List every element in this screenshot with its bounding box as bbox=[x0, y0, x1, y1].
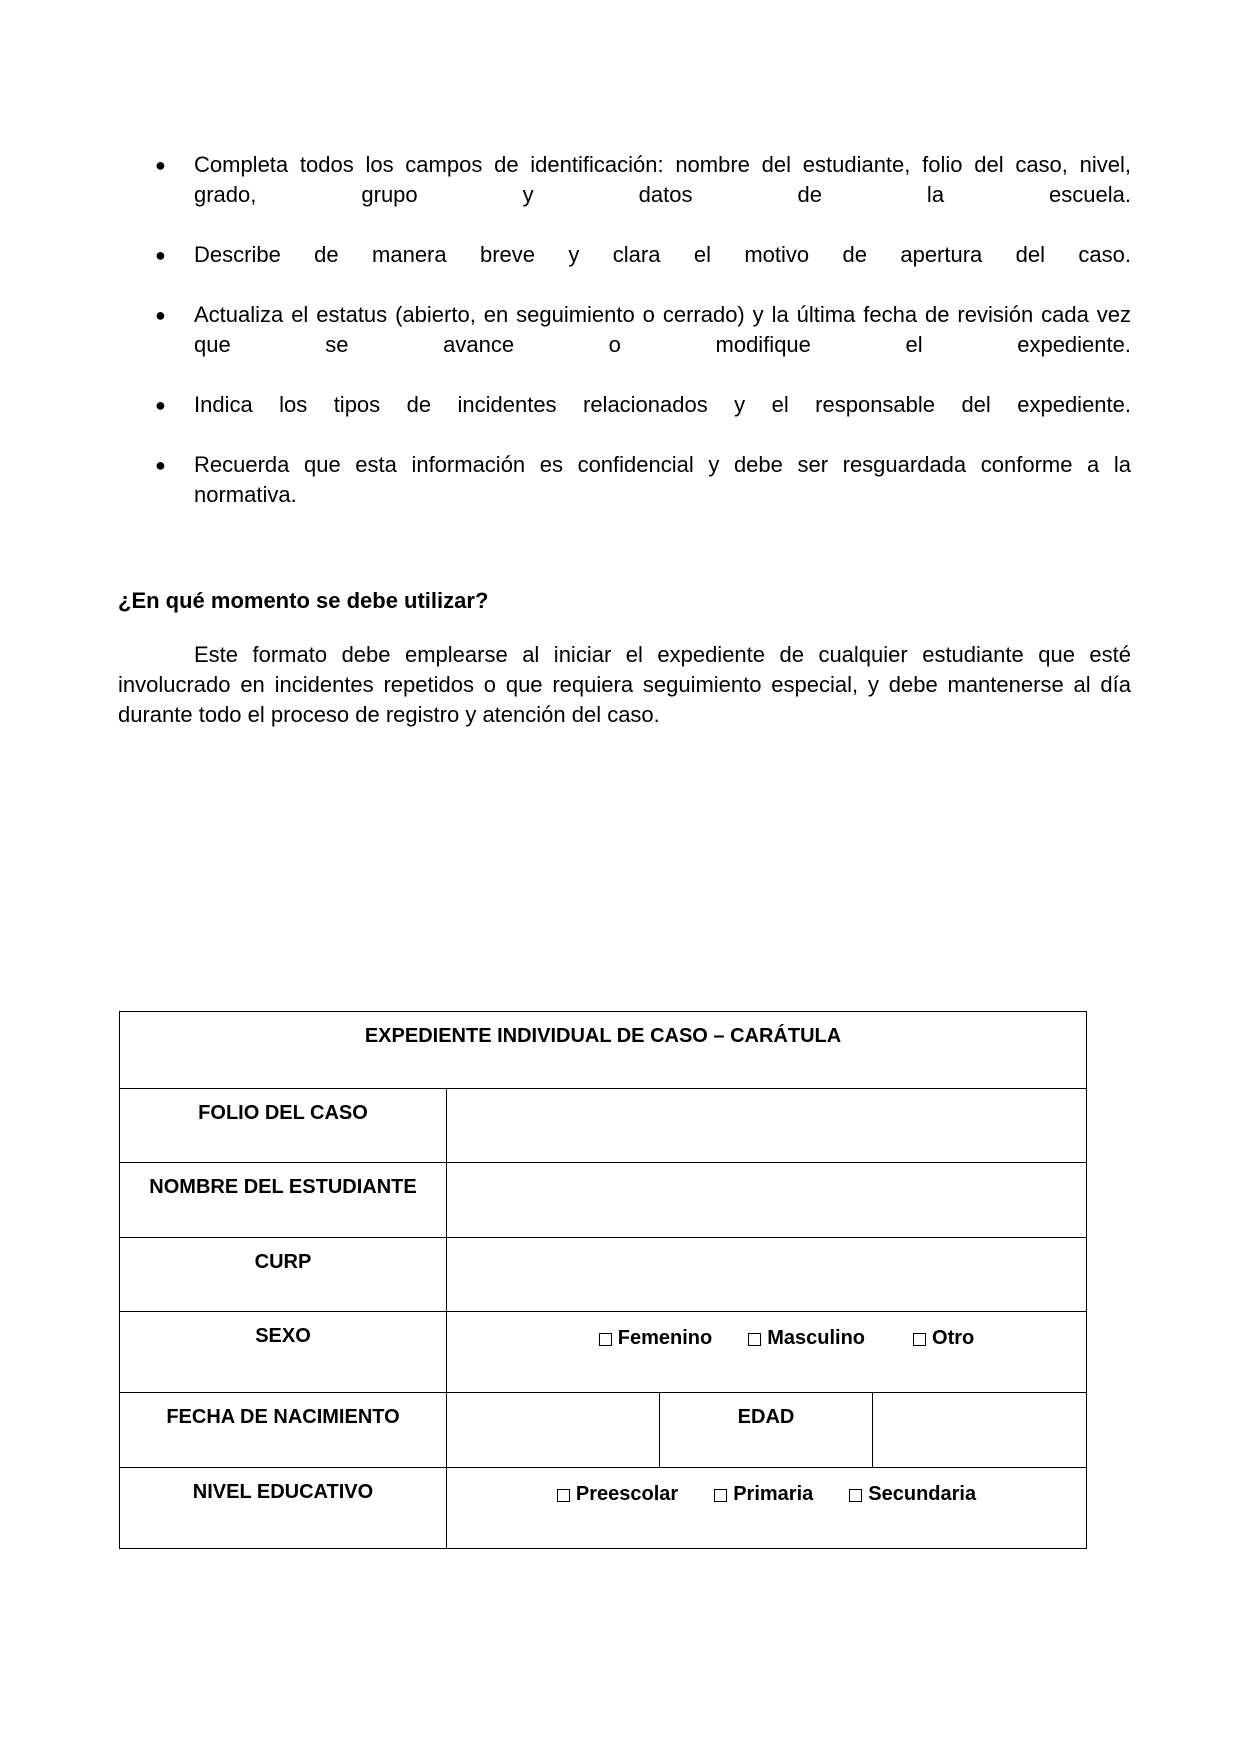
instruction-item bbox=[118, 240, 1131, 270]
option-label: Preescolar bbox=[575, 1483, 679, 1505]
age-field[interactable] bbox=[873, 1393, 1087, 1468]
birthdate-label: FECHA DE NACIMIENTO bbox=[120, 1393, 447, 1468]
folio-label: FOLIO DEL CASO bbox=[120, 1089, 447, 1163]
form-title: EXPEDIENTE INDIVIDUAL DE CASO – CARÁTULA bbox=[120, 1012, 1087, 1089]
option-label: Otro bbox=[932, 1327, 975, 1349]
sex-options-cell bbox=[447, 1312, 1087, 1393]
age-label: EDAD bbox=[660, 1393, 873, 1468]
education-options bbox=[447, 1468, 1086, 1506]
instruction-item bbox=[118, 390, 1131, 420]
section-paragraph: Este formato debe emplearse al iniciar el expediente de cualquier estudiante que esté involucrado en incidentes repetidos o que requiera seguimiento especial, y debe mantenerse al día durante todo el proceso de registro y atención del caso. bbox=[118, 642, 1131, 727]
bullet-icon: ● bbox=[155, 455, 166, 475]
checkbox-icon[interactable] bbox=[714, 1489, 727, 1502]
option-label: Primaria bbox=[733, 1483, 814, 1505]
student-name-label: NOMBRE DEL ESTUDIANTE bbox=[120, 1163, 447, 1238]
level-option-secundaria[interactable] bbox=[849, 1482, 976, 1506]
sex-option-otro[interactable] bbox=[913, 1326, 974, 1350]
sex-options bbox=[447, 1312, 1086, 1350]
instruction-text: Completa todos los campos de identificación: nombre del estudiante, folio del caso, nivel, grado, grupo y datos de la escuela. bbox=[194, 152, 1131, 207]
bullet-icon: ● bbox=[155, 395, 166, 415]
instruction-text: Actualiza el estatus (abierto, en seguimiento o cerrado) y la última fecha de revisión cada vez que se avance o modifique el expediente. bbox=[194, 302, 1131, 357]
instruction-item bbox=[118, 450, 1131, 510]
folio-field[interactable] bbox=[447, 1089, 1087, 1163]
checkbox-icon[interactable] bbox=[557, 1489, 570, 1502]
option-label: Femenino bbox=[617, 1327, 713, 1349]
sex-option-masculino[interactable] bbox=[748, 1326, 865, 1350]
checkbox-icon[interactable] bbox=[849, 1489, 862, 1502]
sex-option-femenino[interactable] bbox=[599, 1326, 712, 1350]
option-label: Secundaria bbox=[868, 1483, 977, 1505]
level-option-preescolar[interactable] bbox=[557, 1482, 678, 1506]
option-label: Masculino bbox=[767, 1327, 866, 1349]
checkbox-icon[interactable] bbox=[599, 1333, 612, 1346]
student-name-field[interactable] bbox=[447, 1163, 1087, 1238]
checkbox-icon[interactable] bbox=[748, 1333, 761, 1346]
education-options-cell bbox=[447, 1468, 1087, 1549]
curp-label: CURP bbox=[120, 1238, 447, 1312]
bullet-icon: ● bbox=[155, 305, 166, 325]
checkbox-icon[interactable] bbox=[913, 1333, 926, 1346]
instruction-text: Describe de manera breve y clara el motivo de apertura del caso. bbox=[194, 242, 1131, 267]
instruction-item bbox=[118, 150, 1131, 210]
level-option-primaria[interactable] bbox=[714, 1482, 813, 1506]
instruction-text: Recuerda que esta información es confidencial y debe ser resguardada conforme a la normativa. bbox=[194, 452, 1131, 507]
bullet-icon: ● bbox=[155, 245, 166, 265]
section-heading: ¿En qué momento se debe utilizar? bbox=[118, 588, 489, 613]
birthdate-field[interactable] bbox=[447, 1393, 660, 1468]
instructions-list bbox=[118, 150, 1131, 540]
instruction-text: Indica los tipos de incidentes relacionados y el responsable del expediente. bbox=[194, 392, 1131, 417]
case-cover-form bbox=[119, 1011, 1087, 1549]
instruction-item bbox=[118, 300, 1131, 360]
curp-field[interactable] bbox=[447, 1238, 1087, 1312]
bullet-icon: ● bbox=[155, 155, 166, 175]
education-level-label: NIVEL EDUCATIVO bbox=[120, 1468, 447, 1549]
sex-label: SEXO bbox=[120, 1312, 447, 1393]
